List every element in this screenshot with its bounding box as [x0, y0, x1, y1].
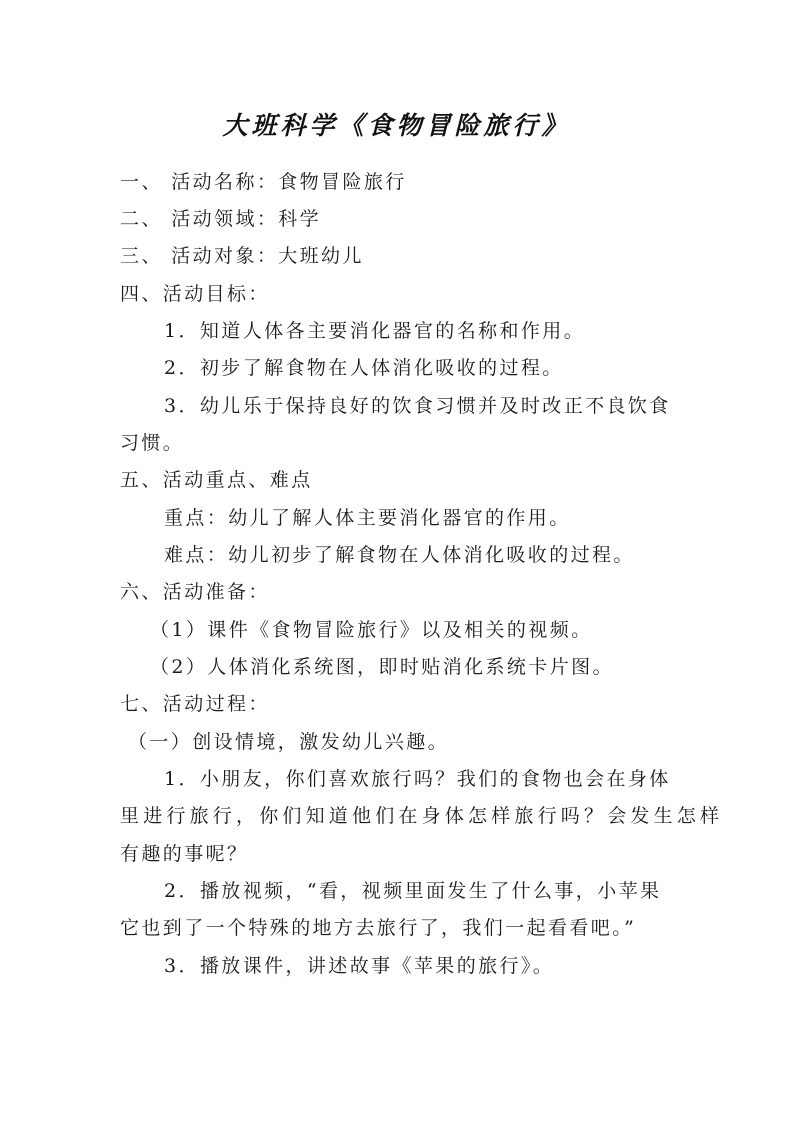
section-heading-4: 四、活动目标： [120, 283, 270, 305]
process-item-2: 2．播放视频，“看，视频里面发生了什么事，小苹果 [164, 880, 662, 902]
process-item-3: 3．播放课件，讲述故事《苹果的旅行》。 [164, 955, 555, 977]
section-heading-6: 六、活动准备： [120, 581, 270, 603]
document-title: 大班科学《食物冒险旅行》 [222, 111, 571, 140]
section-heading-5: 五、活动重点、难点 [120, 469, 313, 491]
goal-item-3-continued: 习惯。 [120, 432, 185, 454]
process-item-2-continued: 它也到了一个特殊的地方去旅行了，我们一起看看吧。” [120, 917, 637, 939]
section-heading-2: 二、 活动领域：科学 [120, 208, 322, 230]
process-item-1-end: 有趣的事呢？ [120, 843, 249, 865]
preparation-item-1: （1）课件《食物冒险旅行》以及相关的视频。 [150, 619, 593, 641]
key-point: 重点：幼儿了解人体主要消化器官的作用。 [164, 507, 571, 529]
process-item-1-continued: 里进行旅行，你们知道他们在身体怎样旅行吗？会发生怎样 [120, 805, 724, 827]
goal-item-1: 1．知道人体各主要消化器官的名称和作用。 [164, 320, 586, 342]
preparation-item-2: （2）人体消化系统图，即时贴消化系统卡片图。 [150, 656, 614, 678]
section-heading-7: 七、活动过程： [120, 693, 270, 715]
process-item-1: 1．小朋友，你们喜欢旅行吗？我们的食物也会在身体 [164, 768, 671, 790]
goal-item-2: 2．初步了解食物在人体消化吸收的过程。 [164, 357, 564, 379]
difficult-point: 难点：幼儿初步了解食物在人体消化吸收的过程。 [164, 544, 635, 566]
goal-item-3: 3．幼儿乐于保持良好的饮食习惯并及时改正不良饮食 [164, 395, 671, 417]
section-heading-3: 三、 活动对象：大班幼儿 [120, 245, 364, 267]
process-step-heading-1: （一）创设情境，激发幼儿兴趣。 [128, 731, 450, 753]
section-heading-1: 一、 活动名称：食物冒险旅行 [120, 171, 407, 193]
